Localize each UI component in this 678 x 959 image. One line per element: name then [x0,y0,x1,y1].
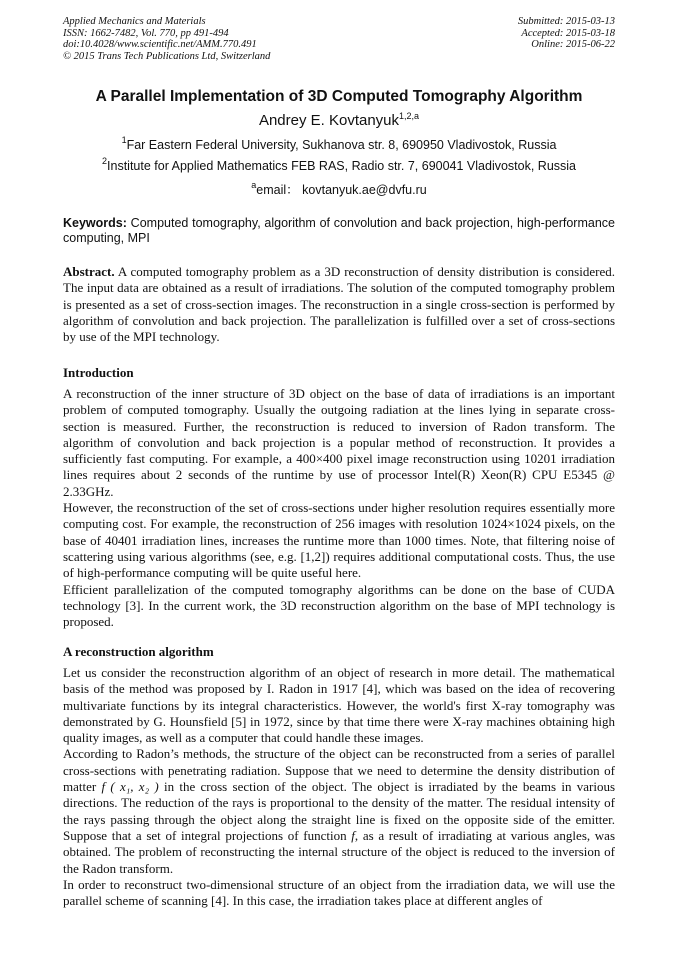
author-name: Andrey E. Kovtanyuk [258,112,400,129]
paper-title: A Parallel Implementation of 3D Computed Tomography Algorithm [95,88,583,105]
reconstruction-heading: A reconstruction algorithm [63,644,214,659]
author-line [0,112,678,129]
recon-paragraph-3: In order to reconstruct two-dimensional structure of an object from the irradiation data, we will use the parallel scheme of scanning [4]. In this case, the irradiation takes place at different angles of [63,876,615,909]
function-symbol: f [351,827,355,843]
email-text: email： kovtanyuk.ae@dvfu.ru [256,183,427,197]
affiliation-1-sup: 1 [121,135,127,145]
submitted-date: Submitted: 2015-03-13 [517,16,615,27]
intro-paragraph-3: Efficient parallelization of the computed tomography algorithms can be done on the base of CUDA technology [3]. In the current work, the 3D reconstruction algorithm on the base of MPI technology is proposed. [63,581,615,630]
recon-p2-part-a: According to Radon’s methods, the structure of the object can be reconstructed from a series of parallel cross-sections with penetrating radiation. Suppose that we need to determine the density distribution of matter [63,746,615,795]
accepted-date: Accepted: 2015-03-18 [521,27,615,39]
email-sup: a [251,180,257,190]
affiliation-2 [0,156,678,173]
abstract [63,264,615,345]
copyright-line: © 2015 Trans Tech Publications Ltd, Switzerland [63,50,271,62]
affiliation-1 [0,135,678,152]
author-email [0,180,678,198]
journal-info [63,16,270,62]
introduction-body [63,386,615,630]
intro-paragraph-1: A reconstruction of the inner structure of 3D object on the base of data of irradiations is an important problem of computed tomography. Usually the outgoing radiation at the lines lying in separate cross-section is measured. Further, the reconstruction is reduced to inversion of Radon transform. The algorithm of convolution and back projection is a popular method of reconstruction. It provides a sufficiently fast computing. For example, a 400×400 pixel image reconstruction using 10201 irradiation lines requires about 2 seconds of the runtime by use of processor Intel(R) Xeon(R) CPU E5345 @ 2.33GHz. [63,386,615,499]
affiliation-2-sup: 2 [102,156,108,166]
submission-dates [518,16,615,51]
introduction-heading: Introduction [63,365,134,380]
recon-paragraph-1: Let us consider the reconstruction algorithm of an object of research in more detail. The mathematical basis of the method was proposed by I. Radon in 1917 [4], which was based on the idea of recovering multivariate functions by its integral characteristics. However, the world's first X-ray tomography was demonstrated by G. Hounsfield [5] in 1972, since by that time there were X-ray machines obtaining high quality images, as well as a computer that could handle these images. [63,665,615,746]
intro-paragraph-2: However, the reconstruction of the set of cross-sections under higher resolution requires essentially more computing cost. For example, the reconstruction of 256 images with resolution 1024×1024 pixels, on the base of 40401 irradiation lines, increases the runtime more than 1000 times. Note, that filtering noise of scattering using various algorithms (see, e.g. [1,2]) requires additional computational costs. Thus, the use of high-performance computing will be quite useful here. [63,500,615,581]
recon-p2-part-b: in the cross section of the object. The object is irradiated by the beams in various directions. The reduction of the rays is proportional to the density of the matter. The residual intensity of the rays passing through the object along the straight line is fixed on the opposite side of the emitter. Suppose that a set of integral projections of function [63,779,616,843]
abstract-label: Abstract. [63,264,115,279]
affiliation-1-text: Far Eastern Federal University, Sukhanova str. 8, 690950 Vladivostok, Russia [126,138,557,152]
density-function: f ( x₁, x₂ ) [101,779,159,795]
keywords-text: Computed tomography, algorithm of convolution and back projection, high-performance computing, MPI [63,216,615,245]
recon-paragraph-2 [63,746,615,876]
issn-line: ISSN: 1662-7482, Vol. 770, pp 491-494 [63,27,229,39]
affiliation-2-text: Institute for Applied Mathematics FEB RAS, Radio str. 7, 690041 Vladivostok, Russia [107,159,576,173]
recon-p2-part-c: , as a result of irradiating at various angles, was obtained. The problem of reconstructing the internal structure of the object is reduced to the inversion of the Radon transform. [63,827,616,876]
online-date: Online: 2015-06-22 [531,39,615,51]
journal-name: Applied Mechanics and Materials [63,16,206,27]
doi-line: doi:10.4028/www.scientific.net/AMM.770.491 [63,39,257,51]
reconstruction-body [63,665,615,909]
keywords [63,216,615,246]
keywords-label: Keywords: [63,216,127,230]
abstract-text: A computed tomography problem as a 3D reconstruction of density distribution is considered. The input data are obtained as a result of irradiations. The solution of the computed tomography problem is presented as a set of cross-section images. The reconstruction in a single cross-section is performed by algorithm of convolution and back projection. The parallelization is fulfilled over a set of cross-sections by use of the MPI technology. [63,264,615,345]
author-sup: 1,2,a [399,111,420,121]
